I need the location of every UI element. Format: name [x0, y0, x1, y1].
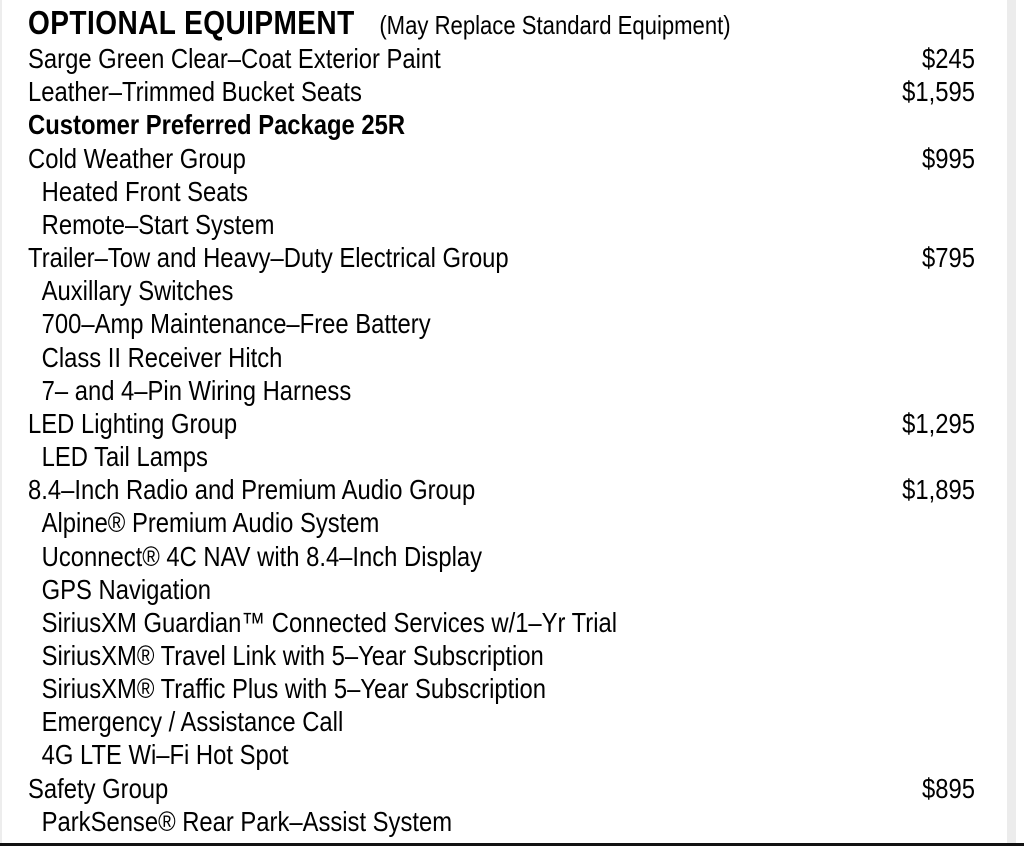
equipment-label: Class II Receiver Hitch	[41, 341, 283, 373]
equipment-row	[28, 274, 975, 307]
section-title: OPTIONAL EQUIPMENT	[28, 4, 355, 41]
equipment-row	[28, 705, 975, 738]
equipment-row	[28, 175, 975, 208]
equipment-row	[28, 672, 975, 705]
equipment-price: $1,595	[902, 76, 975, 108]
equipment-price: $245	[921, 43, 975, 75]
equipment-row	[28, 573, 975, 606]
equipment-label: Safety Group	[28, 772, 169, 804]
section-header	[28, 6, 975, 42]
section-subtitle: (May Replace Standard Equipment)	[379, 10, 731, 40]
equipment-row	[28, 208, 975, 241]
equipment-label: GPS Navigation	[41, 573, 211, 605]
equipment-label: Auxillary Switches	[41, 275, 234, 307]
equipment-label: Remote–Start System	[41, 208, 275, 240]
equipment-row	[28, 473, 975, 506]
page-left-edge-stripe	[0, 0, 2, 843]
equipment-row	[28, 75, 975, 108]
equipment-list	[28, 42, 975, 838]
equipment-label: Leather–Trimmed Bucket Seats	[28, 76, 362, 108]
equipment-label: SiriusXM® Traffic Plus with 5–Year Subscription	[41, 673, 546, 705]
equipment-row	[28, 142, 975, 175]
equipment-label: Heated Front Seats	[41, 175, 249, 207]
equipment-row	[28, 241, 975, 274]
equipment-price: $995	[921, 142, 975, 174]
equipment-label: 8.4–Inch Radio and Premium Audio Group	[28, 474, 476, 506]
equipment-label: Emergency / Assistance Call	[41, 706, 344, 738]
equipment-row	[28, 440, 975, 473]
equipment-row	[28, 108, 975, 141]
equipment-row	[28, 772, 975, 805]
equipment-row	[28, 805, 975, 838]
equipment-row	[28, 341, 975, 374]
equipment-label: SiriusXM Guardian™ Connected Services w/1–Yr Trial	[41, 606, 618, 638]
equipment-price: $1,895	[902, 474, 975, 506]
equipment-label: Customer Preferred Package 25R	[28, 109, 406, 141]
equipment-price: $795	[921, 242, 975, 274]
equipment-label: Uconnect® 4C NAV with 8.4–Inch Display	[41, 540, 483, 572]
equipment-row	[28, 307, 975, 340]
equipment-label: ParkSense® Rear Park–Assist System	[41, 805, 453, 837]
equipment-row	[28, 639, 975, 672]
equipment-label: Alpine® Premium Audio System	[41, 507, 380, 539]
equipment-label: 7– and 4–Pin Wiring Harness	[41, 374, 352, 406]
equipment-row	[28, 540, 975, 573]
equipment-row	[28, 506, 975, 539]
equipment-price: $895	[921, 772, 975, 804]
equipment-label: LED Tail Lamps	[41, 441, 208, 473]
equipment-label: Cold Weather Group	[28, 142, 246, 174]
equipment-row	[28, 407, 975, 440]
equipment-row	[28, 606, 975, 639]
equipment-row	[28, 42, 975, 75]
page-right-edge-stripe	[1007, 0, 1016, 843]
equipment-label: Trailer–Tow and Heavy–Duty Electrical Group	[28, 242, 509, 274]
equipment-label: 4G LTE Wi–Fi Hot Spot	[41, 739, 289, 771]
equipment-row	[28, 738, 975, 771]
equipment-label: Sarge Green Clear–Coat Exterior Paint	[28, 43, 441, 75]
equipment-label: 700–Amp Maintenance–Free Battery	[41, 308, 431, 340]
equipment-price: $1,295	[902, 407, 975, 439]
equipment-label: LED Lighting Group	[28, 407, 238, 439]
equipment-row	[28, 374, 975, 407]
section-divider-line	[0, 843, 1024, 846]
equipment-label: SiriusXM® Travel Link with 5–Year Subscription	[41, 639, 544, 671]
